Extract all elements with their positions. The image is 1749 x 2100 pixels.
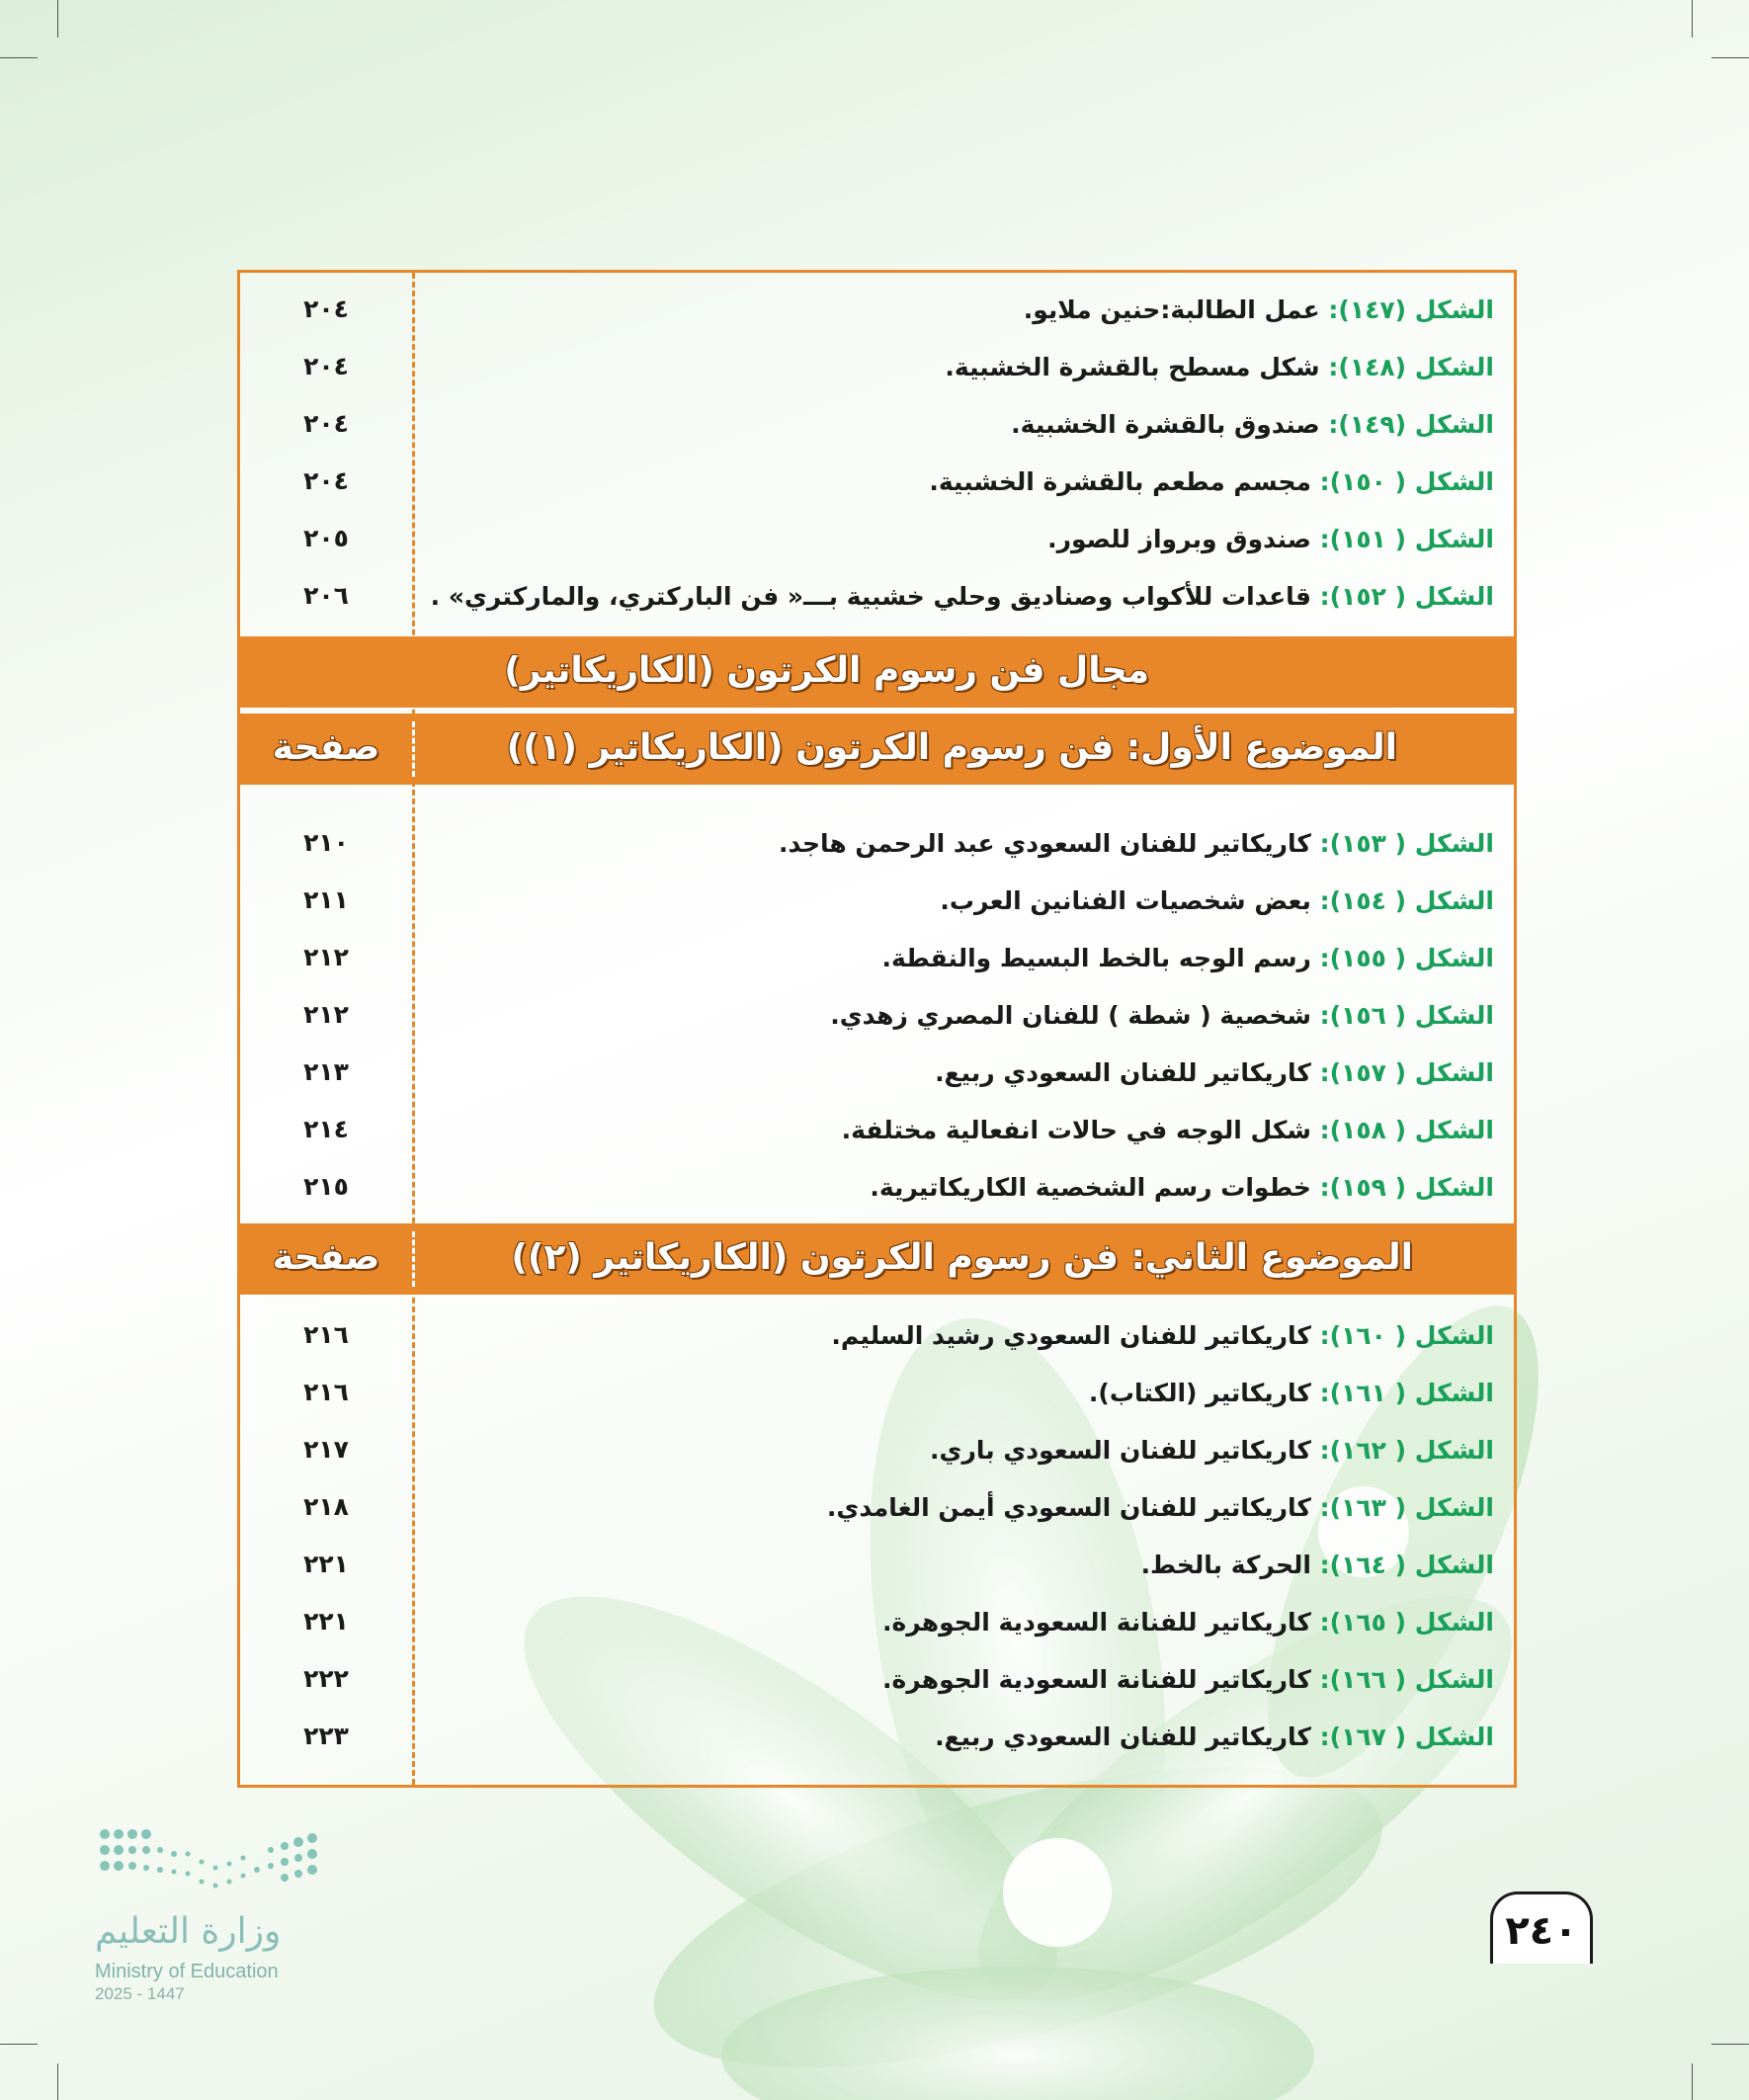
- figure-label: الشكل: [1414, 1435, 1494, 1465]
- figure-number: (١٤٨):: [1328, 352, 1407, 381]
- figure-number: (١٤٧):: [1328, 294, 1407, 324]
- figure-caption: كاريكاتير للفنانة السعودية الجوهرة.: [881, 1664, 1311, 1694]
- figure-number: ( ١٥٧):: [1319, 1057, 1407, 1087]
- page-ref: ٢١٦: [303, 1378, 349, 1406]
- topic2-header-band: [240, 1223, 1514, 1295]
- figure-number: ( ١٦٣):: [1319, 1492, 1407, 1522]
- page-ref: ٢٠٤: [303, 466, 349, 495]
- page-ref: ٢١٢: [303, 943, 349, 971]
- page-ref: ٢٠٤: [303, 352, 349, 380]
- page-ref: ٢١٢: [303, 1000, 349, 1029]
- figure-caption: كاريكاتير للفنان السعودي باري.: [930, 1435, 1311, 1465]
- edition-year: 2025 - 1447: [95, 1984, 185, 2003]
- entry-text: [930, 1429, 1494, 1470]
- page-ref: ٢٢٢: [303, 1664, 349, 1693]
- entry-text: [1024, 289, 1494, 330]
- figure-caption: كاريكاتير للفنان السعودي ربيع.: [935, 1722, 1311, 1751]
- figure-number: ( ١٦١):: [1319, 1378, 1407, 1407]
- figure-number: ( ١٦٤):: [1319, 1550, 1407, 1579]
- entry-text: [945, 346, 1494, 387]
- figure-caption: الحركة بالخط.: [1140, 1550, 1311, 1579]
- figure-caption: خطوات رسم الشخصية الكاريكاتيرية.: [870, 1172, 1311, 1202]
- figure-number: ( ١٥٣):: [1319, 828, 1407, 858]
- crop-mark: [0, 57, 38, 58]
- entry-text: [940, 880, 1494, 921]
- figure-label: الشكل: [1414, 1550, 1494, 1579]
- page-ref: ٢١٨: [303, 1492, 349, 1521]
- figure-label: الشكل: [1414, 1664, 1494, 1694]
- figure-label: الشكل: [1414, 885, 1494, 915]
- figure-caption: عمل الطالبة:حنين ملايو.: [1023, 294, 1320, 324]
- toc-frame: [237, 270, 1517, 1788]
- figure-number: ( ١٦٢):: [1319, 1435, 1407, 1465]
- page-ref: ٢١٧: [303, 1435, 349, 1464]
- topic1-header-band: [240, 714, 1514, 785]
- figure-number: ( ١٦٧):: [1319, 1722, 1407, 1751]
- figure-label: الشكل: [1414, 1492, 1494, 1522]
- crop-mark: [57, 2063, 58, 2100]
- figure-label: الشكل: [1414, 1115, 1494, 1144]
- figure-caption: كاريكاتير للفنان السعودي رشيد السليم.: [831, 1320, 1311, 1350]
- entry-text: [830, 994, 1494, 1036]
- figure-number: ( ١٥٠):: [1319, 466, 1407, 496]
- figure-number: ( ١٥٨):: [1319, 1115, 1407, 1144]
- figure-caption: كاريكاتير (الكتاب).: [1088, 1378, 1311, 1407]
- crop-mark: [1692, 0, 1693, 38]
- figure-number: (١٤٩):: [1328, 409, 1407, 439]
- entry-text: [827, 1486, 1494, 1528]
- header-divider: [412, 721, 415, 777]
- figure-number: ( ١٥٥):: [1319, 943, 1407, 972]
- entry-text: [882, 1601, 1494, 1642]
- crop-mark: [1711, 57, 1749, 58]
- topic2-title: الموضوع الثاني: فن رسوم الكرتون (الكاريكاتير (٢)): [511, 1237, 1413, 1278]
- page-ref: ٢٠٦: [303, 581, 349, 610]
- crop-mark: [57, 0, 58, 38]
- page-ref: ٢١٥: [303, 1172, 349, 1201]
- page-ref: ٢١٣: [303, 1057, 349, 1086]
- page-ref: ٢٢١: [303, 1607, 349, 1636]
- entry-text: [779, 822, 1494, 864]
- figure-number: ( ١٦٥):: [1319, 1607, 1407, 1637]
- toc-entry[interactable]: [240, 1421, 1514, 1478]
- figure-number: ( ١٥٩):: [1319, 1172, 1407, 1202]
- page-ref: ٢٠٤: [303, 294, 349, 323]
- toc-entry[interactable]: [240, 1101, 1514, 1158]
- figure-label: الشكل: [1414, 1057, 1494, 1087]
- figure-caption: كاريكاتير للفنان السعودي عبد الرحمن هاجد.: [779, 828, 1311, 858]
- page-column-header: صفحة: [272, 727, 380, 768]
- entry-text: [935, 1716, 1494, 1757]
- figure-caption: شكل مسطح بالقشرة الخشبية.: [945, 352, 1320, 381]
- figure-label: الشكل: [1414, 1378, 1494, 1407]
- crop-mark: [1692, 2063, 1693, 2100]
- page-number: ٢٤٠: [1490, 1891, 1593, 1964]
- toc-entry[interactable]: [240, 1708, 1514, 1765]
- figure-label: الشكل: [1414, 1320, 1494, 1350]
- page-ref: ٢٢٣: [303, 1722, 349, 1750]
- figure-label: الشكل: [1414, 1172, 1494, 1202]
- ministry-name-english: Ministry of Education: [95, 1961, 279, 1982]
- figure-number: ( ١٥٢):: [1319, 581, 1407, 611]
- entry-text: [882, 1658, 1494, 1700]
- toc-entry[interactable]: [240, 986, 1514, 1044]
- ministry-name-arabic: وزارة التعليم: [95, 1911, 282, 1952]
- figure-caption: كاريكاتير للفنان السعودي أيمن الغامدي.: [826, 1492, 1311, 1522]
- figure-caption: صندوق وبرواز للصور.: [1047, 524, 1311, 553]
- domain-heading: مجال فن رسوم الكرتون (الكاريكاتير): [504, 650, 1149, 691]
- figure-label: الشكل: [1414, 524, 1494, 553]
- page-ref: ٢١١: [303, 885, 349, 914]
- toc-entry[interactable]: [240, 567, 1514, 625]
- toc-entry[interactable]: [240, 338, 1514, 395]
- figure-caption: بعض شخصيات الفنانين العرب.: [940, 885, 1311, 915]
- toc-entry[interactable]: [240, 395, 1514, 453]
- figure-label: الشكل: [1414, 352, 1494, 381]
- toc-entry[interactable]: [240, 1478, 1514, 1536]
- toc-entry[interactable]: [240, 281, 1514, 338]
- toc-entry[interactable]: [240, 453, 1514, 510]
- figure-label: الشكل: [1414, 1607, 1494, 1637]
- toc-entry[interactable]: [240, 1158, 1514, 1216]
- figure-caption: شخصية ( شطة ) للفنان المصري زهدي.: [830, 1000, 1311, 1030]
- entry-text: [842, 1109, 1494, 1150]
- figure-caption: صندوق بالقشرة الخشبية.: [1011, 409, 1320, 439]
- header-divider: [412, 1231, 415, 1287]
- entry-text: [882, 937, 1494, 978]
- toc-entry[interactable]: [240, 1536, 1514, 1593]
- ministry-logo-icon: [95, 1824, 332, 1903]
- crop-mark: [1711, 2044, 1749, 2045]
- domain-heading-band: [240, 636, 1514, 708]
- crop-mark: [0, 2044, 38, 2045]
- figure-caption: رسم الوجه بالخط البسيط والنقطة.: [881, 943, 1311, 972]
- topic1-title: الموضوع الأول: فن رسوم الكرتون (الكاريكاتير (١)): [506, 727, 1397, 768]
- page-column-header: صفحة: [272, 1237, 380, 1278]
- figure-caption: قاعدات للأكواب وصناديق وحلي خشبية بـــ« فن الباركتري، والماركتري» .: [430, 581, 1311, 611]
- figure-label: الشكل: [1414, 409, 1494, 439]
- toc-entry[interactable]: [240, 1364, 1514, 1421]
- entry-text: [935, 1051, 1494, 1093]
- toc-entry[interactable]: [240, 814, 1514, 872]
- figure-number: ( ١٦٠):: [1319, 1320, 1407, 1350]
- entry-text: [431, 575, 1494, 617]
- figure-number: ( ١٥٦):: [1319, 1000, 1407, 1030]
- page-ref: ٢٢١: [303, 1550, 349, 1578]
- page-ref: ٢١٤: [303, 1115, 349, 1143]
- toc-entry[interactable]: [240, 1650, 1514, 1708]
- figure-label: الشكل: [1414, 828, 1494, 858]
- entry-text: [929, 461, 1494, 502]
- toc-entry[interactable]: [240, 1593, 1514, 1650]
- toc-entry[interactable]: [240, 510, 1514, 567]
- figure-number: ( ١٥٤):: [1319, 885, 1407, 915]
- page-ref: ٢٠٥: [303, 524, 349, 552]
- entry-text: [1011, 403, 1494, 445]
- entry-text: [1141, 1544, 1494, 1585]
- toc-entry[interactable]: [240, 872, 1514, 929]
- figure-label: الشكل: [1414, 943, 1494, 972]
- figure-caption: كاريكاتير للفنان السعودي ربيع.: [935, 1057, 1311, 1087]
- toc-entry[interactable]: [240, 1044, 1514, 1101]
- figure-label: الشكل: [1414, 294, 1494, 324]
- figure-label: الشكل: [1414, 466, 1494, 496]
- entry-text: [870, 1166, 1494, 1208]
- toc-entry[interactable]: [240, 929, 1514, 986]
- figure-caption: شكل الوجه في حالات انفعالية مختلفة.: [841, 1115, 1311, 1144]
- entry-text: [1047, 518, 1494, 559]
- figure-number: ( ١٦٦):: [1319, 1664, 1407, 1694]
- toc-entry[interactable]: [240, 1306, 1514, 1364]
- entry-text: [1089, 1372, 1494, 1413]
- figure-label: الشكل: [1414, 581, 1494, 611]
- figure-label: الشكل: [1414, 1722, 1494, 1751]
- entry-text: [831, 1314, 1494, 1356]
- figure-number: ( ١٥١):: [1319, 524, 1407, 553]
- page-ref: ٢٠٤: [303, 409, 349, 438]
- figure-caption: مجسم مطعم بالقشرة الخشبية.: [929, 466, 1311, 496]
- figure-label: الشكل: [1414, 1000, 1494, 1030]
- page-ref: ٢١٠: [303, 828, 349, 857]
- figure-caption: كاريكاتير للفنانة السعودية الجوهرة.: [881, 1607, 1311, 1637]
- page-ref: ٢١٦: [303, 1320, 349, 1349]
